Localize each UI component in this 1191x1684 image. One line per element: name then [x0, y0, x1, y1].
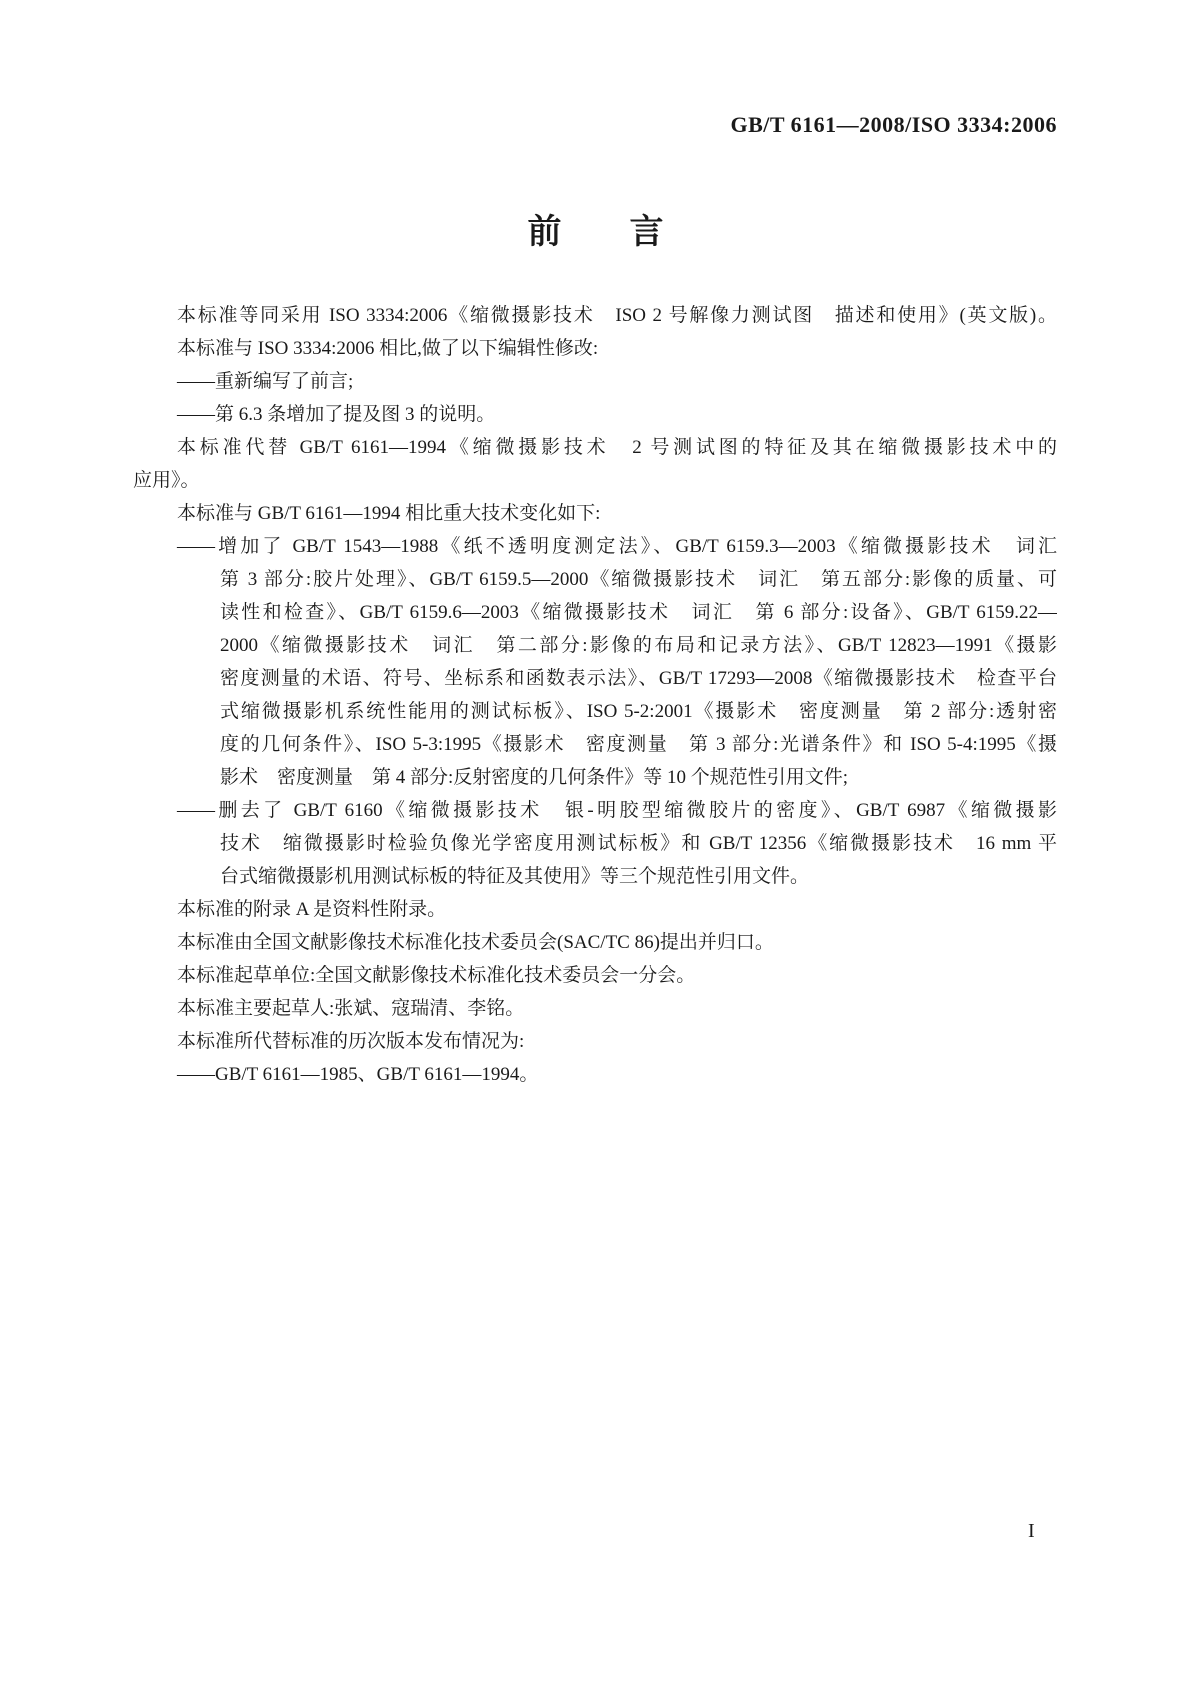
text-line: 密度测量的术语、符号、坐标系和函数表示法》、GB/T 17293—2008《缩微摄影技术 检查平台: [220, 668, 1057, 689]
text-line: 式缩微摄影机系统性能用的测试标板》、ISO 5-2:2001《摄影术 密度测量 第 2 部分:透射密: [220, 701, 1057, 722]
text-line: ——GB/T 6161—1985、GB/T 6161—1994。: [177, 1064, 539, 1085]
text-line: 台式缩微摄影机用测试标板的特征及其使用》等三个规范性引用文件。: [220, 866, 810, 887]
page-title: 前 言: [527, 214, 664, 251]
text-line: ——第 6.3 条增加了提及图 3 的说明。: [177, 404, 496, 425]
text-line: 本标准所代替标准的历次版本发布情况为:: [177, 1031, 525, 1052]
foreword-lines: [133, 299, 1057, 1091]
page-number: I: [1028, 1520, 1035, 1542]
text-line: 本标准与 ISO 3334:2006 相比,做了以下编辑性修改:: [177, 338, 599, 359]
text-line: 本标准主要起草人:张斌、寇瑞清、李铭。: [177, 998, 525, 1019]
text-line: 本标准起草单位:全国文献影像技术标准化技术委员会一分会。: [177, 965, 696, 986]
text-line: 度的几何条件》、ISO 5-3:1995《摄影术 密度测量 第 3 部分:光谱条件》和 ISO 5-4:1995《摄: [220, 734, 1057, 755]
text-line: 本标准的附录 A 是资料性附录。: [177, 899, 447, 920]
text-line: ——删去了 GB/T 6160《缩微摄影技术 银-明胶型缩微胶片的密度》、GB/T 6987《缩微摄影: [177, 800, 1057, 821]
text-line: 本标准由全国文献影像技术标准化技术委员会(SAC/TC 86)提出并归口。: [177, 932, 774, 953]
text-line: 技术 缩微摄影时检验负像光学密度用测试标板》和 GB/T 12356《缩微摄影技术 16 mm 平: [220, 833, 1057, 854]
text-line: 读性和检查》、GB/T 6159.6—2003《缩微摄影技术 词汇 第 6 部分:设备》、GB/T 6159.22—: [220, 602, 1057, 623]
text-line: 第 3 部分:胶片处理》、GB/T 6159.5—2000《缩微摄影技术 词汇 第五部分:影像的质量、可: [220, 569, 1057, 590]
text-line: 2000《缩微摄影技术 词汇 第二部分:影像的布局和记录方法》、GB/T 12823—1991《摄影: [220, 635, 1057, 656]
text-line: 应用》。: [133, 470, 200, 491]
text-line: 本标准代替 GB/T 6161—1994《缩微摄影技术 2 号测试图的特征及其在缩微摄影技术中的: [177, 437, 1057, 458]
text-line: 本标准与 GB/T 6161—1994 相比重大技术变化如下:: [177, 503, 601, 524]
text-line: 影术 密度测量 第 4 部分:反射密度的几何条件》等 10 个规范性引用文件;: [220, 767, 849, 788]
text-line: 本标准等同采用 ISO 3334:2006《缩微摄影技术 ISO 2 号解像力测试图 描述和使用》(英文版)。: [177, 305, 1057, 326]
text-line: ——增加了 GB/T 1543—1988《纸不透明度测定法》、GB/T 6159.3—2003《缩微摄影技术 词汇: [177, 536, 1057, 557]
standard-number-header: GB/T 6161—2008/ISO 3334:2006: [730, 112, 1057, 137]
text-line: ——重新编写了前言;: [177, 371, 354, 392]
